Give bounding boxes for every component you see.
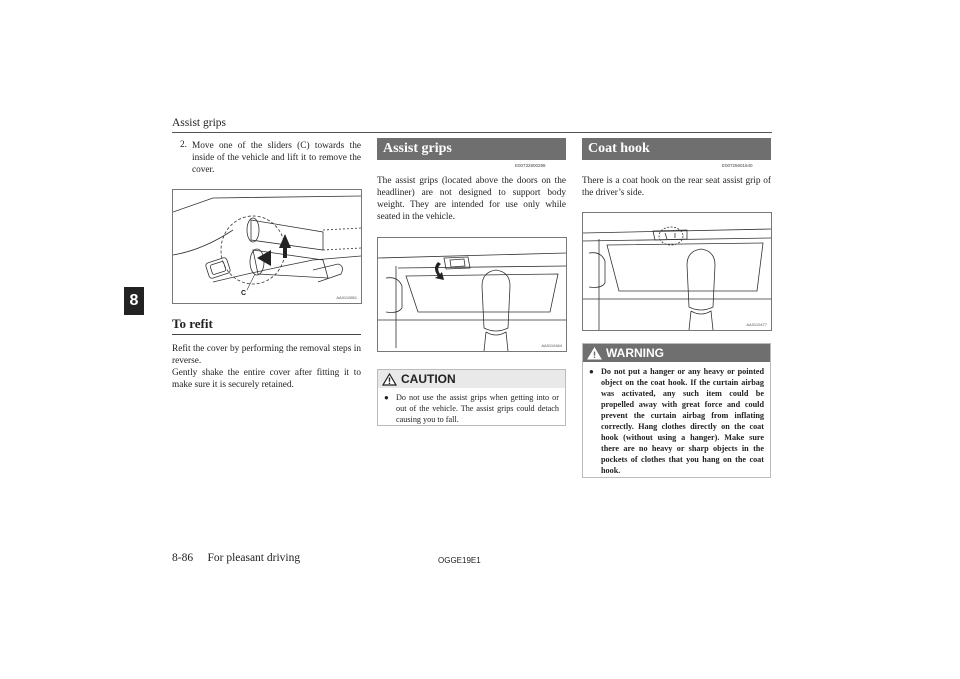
figure-coat-hook [582,212,772,331]
warning-triangle-icon [587,347,602,360]
refit-text [172,343,361,391]
chapter-tab: 8 [124,287,144,315]
callout-c: C [241,290,247,297]
bullet-icon: ● [384,393,389,402]
warning-triangle-icon [382,373,397,386]
slider-cover-illustration [173,190,361,303]
section-title-assist-grips: Assist grips [377,138,566,160]
coat-hook-text [582,175,771,199]
section-title-coat-hook: Coat hook [582,138,771,160]
assist-grips-text [377,175,566,223]
figure-id: AA0110464 [541,343,562,348]
caution-header [378,370,565,388]
assist-grip-illustration [378,238,566,351]
warning-header [583,344,770,362]
page-number: 8-86 [172,552,194,564]
bullet-icon: ● [589,367,594,376]
header-rule [172,132,772,133]
step-text: Move one of the sliders (C) towards the inside of the vehicle and lift it to remove the cover. [192,141,361,175]
warning-box [582,343,771,478]
running-header: Assist grips [172,117,226,129]
footer-code: OGGE19E1 [438,556,481,565]
warning-text: Do not put a hanger or any heavy or pointed object on the coat hook. If the curtain airbag was activated, any such item could be propelled away with great force and could prevent the curtain airbag from inflating correctly. Hang clothes directly on the coat hook (without using a hanger). Make sure there are no heavy or sharp objects in the pockets of clothes that you hang on the coat hook. [601,367,764,475]
figure-id: AA0110851 [336,295,357,300]
step-number: 2. [180,140,187,150]
figure-id: AA0110477 [746,322,767,327]
caution-text: Do not use the assist grips when getting into or out of the vehicle. The assist grips could detach causing you to fall. [396,393,559,424]
caution-box [377,369,566,426]
grip-arrow-icon [435,262,444,280]
subheading-to-refit: To refit [172,316,213,331]
caution-label: CAUTION [401,372,456,386]
section-code: E00725601640 [722,163,753,168]
chapter-name: For pleasant driving [207,552,301,564]
figure-assist-grip [377,237,567,352]
footer-page [172,552,300,564]
refit-para-2: Gently shake the entire cover after fitting it to make sure it is securely retained. [172,368,361,390]
coat-hook-para: There is a coat hook on the rear seat assist grip of the driver’s side. [582,176,771,198]
coat-hook-illustration [583,213,771,330]
section-code: E00732800298 [515,163,546,168]
assist-grips-para: The assist grips (located above the doors on the headliner) are not designed to support body weight. They are intended for use only while seated in the vehicle. [377,176,566,222]
figure-slider-cover [172,189,362,304]
subheading-rule [172,334,361,335]
up-arrow-icon [279,234,291,258]
refit-para-1: Refit the cover by performing the removal steps in reverse. [172,344,361,366]
warning-label: WARNING [606,346,664,360]
